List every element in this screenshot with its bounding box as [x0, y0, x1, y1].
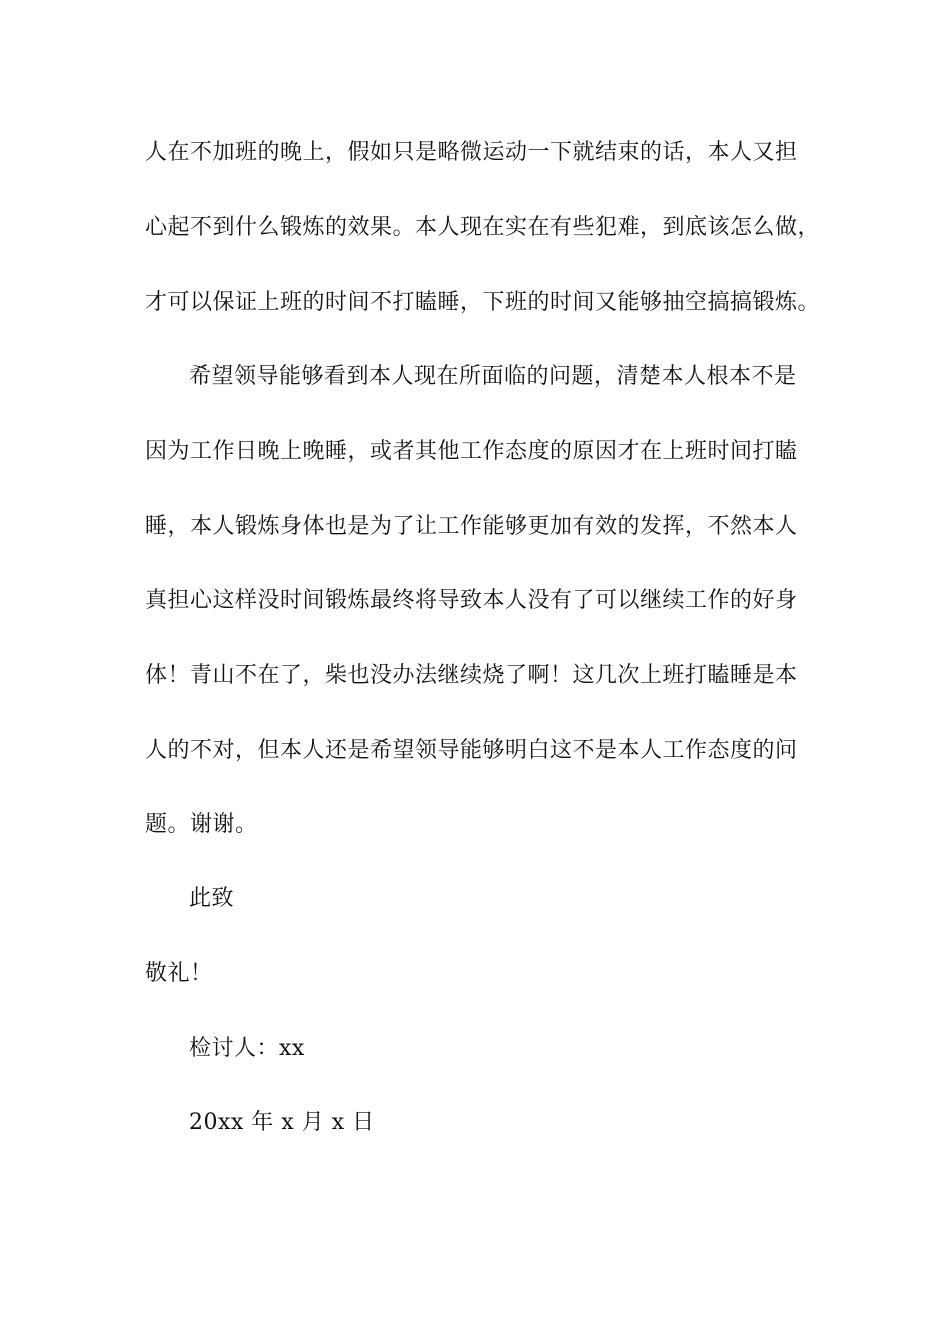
paragraph-line: 希望领导能够看到本人现在所面临的问题，清楚本人根本不是: [189, 364, 797, 389]
paragraph-line: 才可以保证上班的时间不打瞌睡，下班的时间又能够抽空搞搞锻炼。: [145, 290, 821, 315]
paragraph-line: 人在不加班的晚上，假如只是略微运动一下就结束的话，本人又担: [145, 140, 798, 165]
paragraph-line: 人的不对，但本人还是希望领导能够明白这不是本人工作态度的问: [145, 738, 798, 763]
paragraph-line: 真担心这样没时间锻炼最终将导致本人没有了可以继续工作的好身: [145, 588, 798, 613]
closing-regards: 敬礼！: [145, 961, 213, 986]
paragraph-line: 心起不到什么锻炼的效果。本人现在实在有些犯难，到底该怎么做，: [145, 215, 821, 240]
paragraph-line: 体！青山不在了，柴也没办法继续烧了啊！这几次上班打瞌睡是本: [145, 663, 798, 688]
paragraph-line: 题。谢谢。: [145, 812, 258, 837]
paragraph-line: 睡，本人锻炼身体也是为了让工作能够更加有效的发挥，不然本人: [145, 514, 798, 539]
paragraph-line: 因为工作日晚上晚睡，或者其他工作态度的原因才在上班时间打瞌: [145, 439, 798, 464]
date-line: 20xx 年 x 月 x 日: [189, 1110, 375, 1135]
signer-line: 检讨人：xx: [189, 1036, 305, 1061]
closing-salutation: 此致: [189, 886, 235, 911]
